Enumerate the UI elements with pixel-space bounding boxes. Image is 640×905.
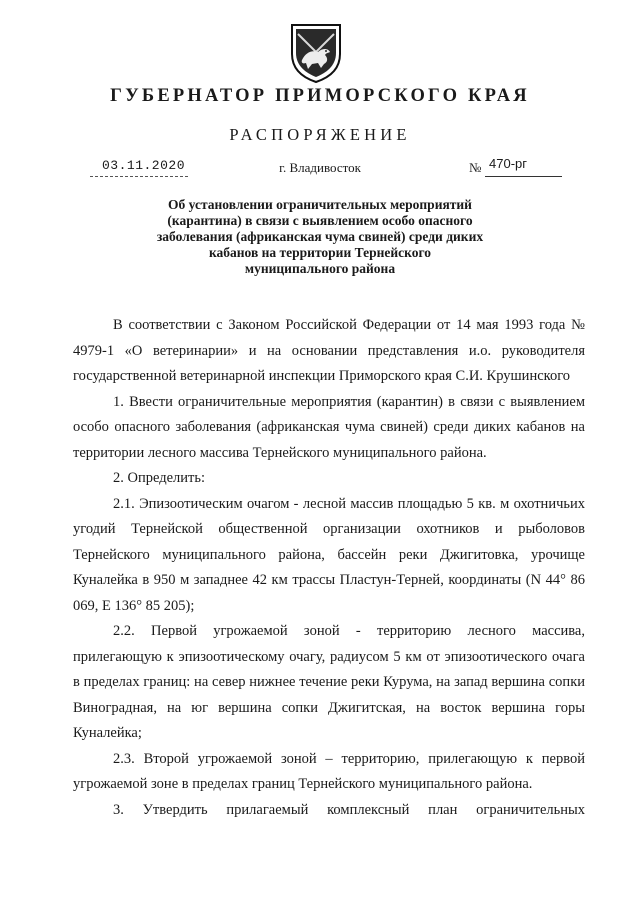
clause-2-2: 2.2. Первой угрожаемой зоной - территорию лесного массива, прилегающую к эпизоотическому очагу, радиусом 5 км от эпизоотического очага в пределах границ: на север нижнее течение реки Курума, на запад вершина сопки Виноградная, на юг вершина сопки Джигитская, на восток вершина горы Куналейка; — [73, 623, 585, 741]
clause-2: 2. Определить: — [113, 470, 206, 486]
subject-line: кабанов на территории Тернейского — [208, 245, 432, 260]
date-underline — [90, 176, 188, 177]
document-city: г. Владивосток — [279, 160, 361, 175]
document-type: РАСПОРЯЖЕНИЕ — [229, 125, 411, 144]
subject-line: муниципального района — [244, 261, 396, 276]
clause-2-1: 2.1. Эпизоотическим очагом - лесной массив площадью 5 кв. м охотничьих угодий Тернейской общественной организации охотников и рыболовов Тернейского муниципального района, бассейн реки Джигитовка, урочище Куналейка в 950 м западнее 42 км трассы Пластун-Терней, координаты (N 44° 86 069, E 136° 85 205); — [73, 495, 585, 614]
clause-2-3: 2.3. Второй угрожаемой зоной – территорию, прилегающую к первой угрожаемой зоне в пределах границ Тернейского муниципального района. — [73, 750, 585, 792]
document-subject — [120, 197, 520, 277]
clause-1: 1. Ввести ограничительные мероприятия (карантин) в связи с выявлением особо опасного заболевания (африканская чума свиней) среди диких кабанов на территории лесного массива Тернейского муниципального района. — [73, 393, 585, 461]
document-body — [73, 313, 585, 823]
subject-line: (карантина) в связи с выявлением особо опасного — [167, 213, 473, 228]
document-number: 470-рг — [489, 156, 527, 171]
clause-3: 3. Утвердить прилагаемый комплексный план ограничительных — [113, 801, 585, 818]
number-sign: № — [469, 160, 482, 175]
preamble-paragraph: В соответствии с Законом Российской Федерации от 14 мая 1993 года № 4979-1 «О ветеринарии» и на основании представления и.о. руководителя государственной ветеринарной инспекции Приморского края С.И. Крушинского — [73, 317, 585, 384]
subject-line: заболевания (африканская чума свиней) среди диких — [156, 229, 484, 244]
number-underline — [485, 176, 562, 177]
document-date: 03.11.2020 — [102, 158, 186, 173]
authority-title: ГУБЕРНАТОР ПРИМОРСКОГО КРАЯ — [110, 86, 530, 106]
subject-line: Об установлении ограничительных мероприятий — [168, 197, 472, 212]
coat-of-arms-emblem — [288, 22, 344, 84]
